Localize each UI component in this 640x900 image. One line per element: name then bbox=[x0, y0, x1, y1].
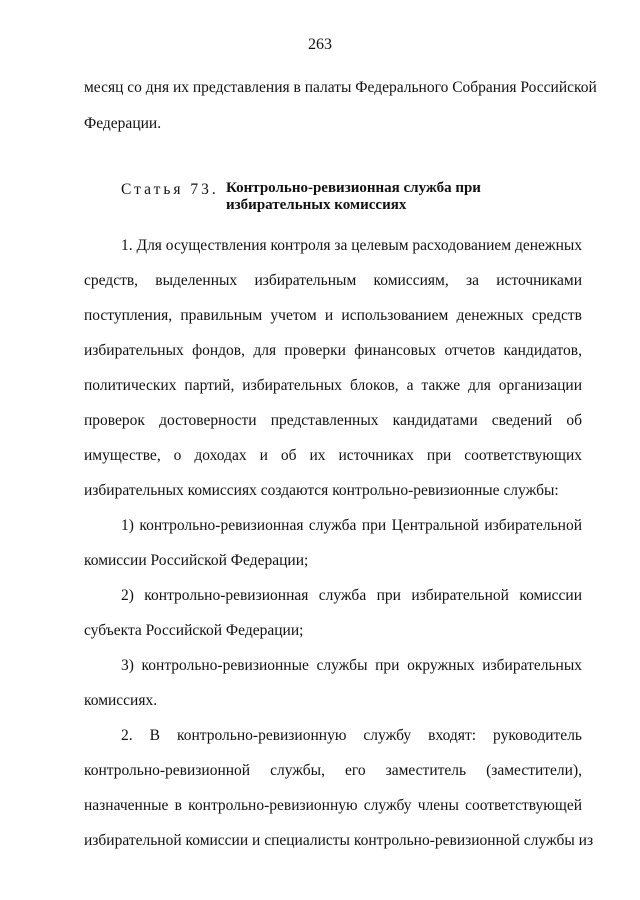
list-item-line: комиссии Российской Федерации; bbox=[84, 552, 309, 569]
continuation-line: Федерации. bbox=[84, 115, 162, 132]
article-title-line: Контрольно-ревизионная служба при bbox=[226, 180, 481, 196]
article-label: Статья 73. bbox=[121, 181, 219, 198]
list-item-line: комиссиях. bbox=[84, 692, 158, 709]
paragraph-line: избирательных фондов, для проверки финансовых отчетов кандидатов, bbox=[84, 342, 582, 359]
paragraph-line: проверок достоверности представленных кандидатами сведений об bbox=[84, 412, 582, 429]
paragraph-line: назначенные в контрольно-ревизионную службу члены соответствующей bbox=[84, 797, 582, 814]
list-item-line: 2) контрольно-ревизионная служба при избирательной комиссии bbox=[121, 587, 582, 604]
paragraph-line: избирательных комиссиях создаются контрольно-ревизионные службы: bbox=[84, 482, 559, 499]
paragraph-line: политических партий, избирательных блоков, а также для организации bbox=[84, 377, 582, 394]
paragraph-line: 1. Для осуществления контроля за целевым расходованием денежных bbox=[121, 237, 583, 254]
paragraph-line: избирательной комиссии и специалисты контрольно-ревизионной службы из bbox=[84, 832, 594, 849]
list-item-line: субъекта Российской Федерации; bbox=[84, 622, 304, 639]
paragraph-line: 2. В контрольно-ревизионную службу входят: руководитель bbox=[121, 727, 582, 744]
article-title bbox=[226, 180, 526, 214]
paragraph-line: имуществе, о доходах и об их источниках при соответствующих bbox=[84, 447, 582, 464]
list-item-line: 1) контрольно-ревизионная служба при Центральной избирательной bbox=[121, 517, 582, 534]
list-item-line: 3) контрольно-ревизионные службы при окружных избирательных bbox=[121, 657, 582, 674]
paragraph-line: средств, выделенных избирательным комиссиям, за источниками bbox=[84, 272, 582, 289]
paragraph-line: контрольно-ревизионной службы, его заместитель (заместители), bbox=[84, 762, 582, 779]
article-title-line: избирательных комиссиях bbox=[226, 197, 407, 213]
page-number: 263 bbox=[308, 36, 332, 53]
continuation-line: месяц со дня их представления в палаты Федерального Собрания Российской bbox=[84, 79, 597, 96]
paragraph-line: поступления, правильным учетом и использованием денежных средств bbox=[84, 307, 582, 324]
